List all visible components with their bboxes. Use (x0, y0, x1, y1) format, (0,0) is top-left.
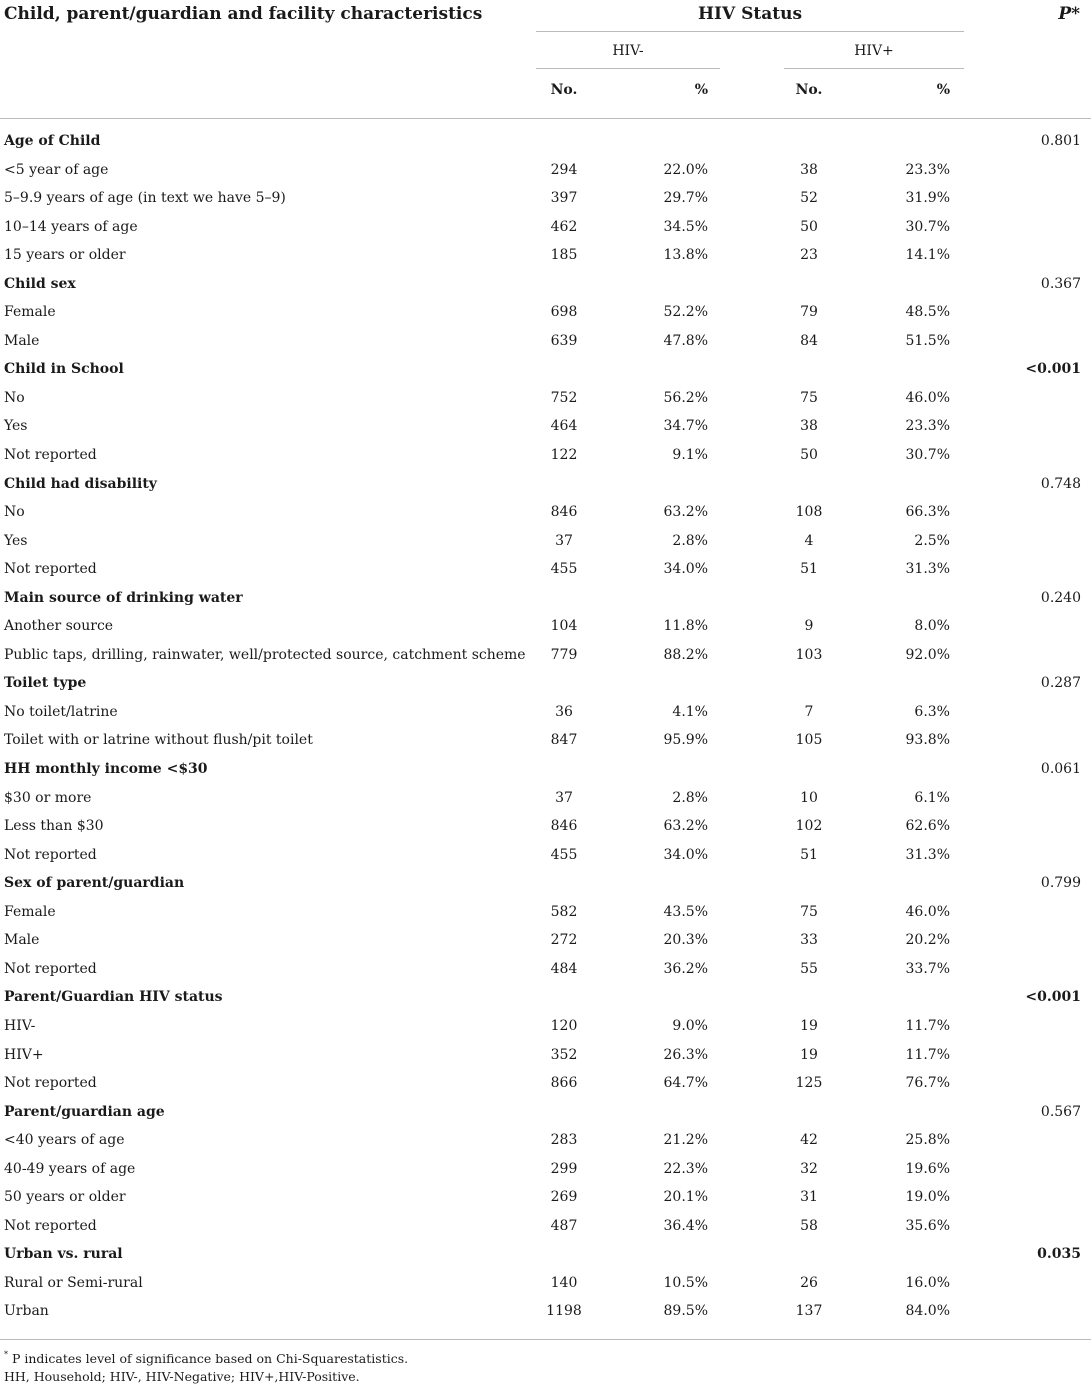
hiv-negative-count: 185 (550, 247, 578, 264)
hiv-positive-percent: 6.1% (914, 789, 950, 806)
row-label: Rural or Semi-rural (4, 1274, 143, 1291)
hiv-positive-count: 51 (800, 846, 818, 863)
hiv-status-header: HIV Status (697, 4, 803, 24)
p-value: 0.367 (1040, 275, 1081, 292)
hiv-negative-percent: 26.3% (663, 1046, 708, 1063)
table-row (0, 556, 1091, 585)
hiv-positive-percent: 51.5% (905, 332, 950, 349)
row-label: Not reported (4, 447, 97, 464)
row-label: Less than $30 (4, 818, 104, 835)
p-value: 0.035 (1037, 1246, 1081, 1263)
row-label: 5–9.9 years of age (in text we have 5–9) (4, 190, 286, 207)
section-row (0, 870, 1091, 899)
row-label: Not reported (4, 846, 97, 863)
hiv-negative-count: 455 (550, 561, 578, 578)
row-label: Not reported (4, 960, 97, 977)
table-row (0, 385, 1091, 414)
table-row (0, 642, 1091, 671)
hiv-negative-percent: 34.0% (663, 561, 708, 578)
table-row (0, 1013, 1091, 1042)
section-row (0, 271, 1091, 300)
row-label: Age of Child (4, 133, 101, 149)
hiv-positive-percent: 20.2% (905, 932, 950, 949)
table-row (0, 613, 1091, 642)
table-row (0, 185, 1091, 214)
hiv-positive-percent: 35.6% (905, 1217, 950, 1234)
hiv-negative-count: 487 (550, 1217, 578, 1234)
p-value: <0.001 (1025, 989, 1081, 1006)
hiv-negative-percent: 52.2% (663, 304, 708, 321)
p-value: 0.799 (1040, 875, 1081, 892)
hiv-positive-percent: 31.9% (905, 190, 950, 207)
row-label: Not reported (4, 1217, 97, 1234)
p-value: 0.240 (1040, 589, 1081, 606)
hiv-positive-count: 79 (800, 304, 818, 321)
row-label: Not reported (4, 561, 97, 578)
row-label: <5 year of age (4, 161, 109, 178)
row-label: Another source (4, 618, 114, 635)
hiv-negative-percent: 11.8% (663, 618, 708, 635)
hiv-positive-count: 137 (795, 1303, 823, 1320)
row-label: Male (4, 332, 40, 349)
table-row (0, 1042, 1091, 1071)
hiv-negative-count: 352 (550, 1046, 578, 1063)
hiv-negative-percent: 34.5% (663, 218, 708, 235)
hiv-positive-no-header: No. (795, 82, 823, 98)
hiv-negative-percent: 34.7% (663, 418, 708, 435)
table-row (0, 785, 1091, 814)
table-row (0, 528, 1091, 557)
p-value: 0.748 (1040, 475, 1081, 492)
section-row (0, 1099, 1091, 1128)
hiv-negative-count: 37 (555, 532, 573, 549)
row-label: Female (4, 903, 56, 920)
hiv-negative-percent: 13.8% (663, 247, 708, 264)
table-row (0, 499, 1091, 528)
row-label: $30 or more (4, 789, 92, 806)
table-row (0, 699, 1091, 728)
hiv-positive-percent: 76.7% (905, 1075, 950, 1092)
hiv-negative-percent: 95.9% (663, 732, 708, 749)
hiv-positive-count: 55 (800, 960, 818, 977)
hiv-negative-no-header: No. (550, 82, 578, 98)
table-row (0, 1213, 1091, 1242)
hiv-negative-count: 272 (550, 932, 578, 949)
hiv-negative-percent: 63.2% (663, 504, 708, 521)
p-value: <0.001 (1025, 361, 1081, 378)
hiv-positive-percent: 48.5% (905, 304, 950, 321)
row-label: 15 years or older (4, 247, 126, 264)
hiv-negative-percent: 2.8% (672, 789, 708, 806)
hiv-negative-underline (536, 68, 720, 69)
hiv-positive-count: 19 (800, 1017, 818, 1034)
hiv-negative-count: 36 (555, 703, 573, 720)
hiv-positive-percent: 62.6% (905, 818, 950, 835)
hiv-positive-percent: 25.8% (905, 1132, 950, 1149)
hiv-negative-percent: 20.3% (663, 932, 708, 949)
hiv-positive-percent: 46.0% (905, 389, 950, 406)
hiv-positive-count: 58 (800, 1217, 818, 1234)
p-value: 0.287 (1040, 675, 1081, 692)
hiv-negative-count: 462 (550, 218, 578, 235)
hiv-negative-count: 484 (550, 960, 578, 977)
hiv-negative-percent: 88.2% (663, 646, 708, 663)
hiv-negative-count: 455 (550, 846, 578, 863)
table-body (0, 128, 1091, 1327)
table-row (0, 727, 1091, 756)
hiv-positive-count: 84 (800, 332, 818, 349)
p-value-header: P* (1058, 4, 1080, 24)
hiv-negative-count: 582 (550, 903, 578, 920)
hiv-positive-count: 105 (795, 732, 823, 749)
footnote-marker: * (4, 1350, 8, 1359)
row-label: 10–14 years of age (4, 218, 138, 235)
hiv-negative-percent: 64.7% (663, 1075, 708, 1092)
table-row (0, 1070, 1091, 1099)
row-label: Child sex (4, 275, 76, 292)
hiv-positive-count: 75 (800, 389, 818, 406)
row-label: Toilet type (4, 675, 87, 692)
hiv-positive-count: 125 (795, 1075, 823, 1092)
hiv-positive-count: 102 (795, 818, 823, 835)
hiv-negative-percent: 20.1% (663, 1189, 708, 1206)
hiv-negative-count: 140 (550, 1274, 578, 1291)
hiv-positive-count: 19 (800, 1046, 818, 1063)
row-label: Main source of drinking water (4, 589, 243, 606)
table-row (0, 442, 1091, 471)
hiv-negative-percent: 22.0% (663, 161, 708, 178)
hiv-negative-percent: 29.7% (663, 190, 708, 207)
table-row (0, 956, 1091, 985)
hiv-negative-count: 283 (550, 1132, 578, 1149)
hiv-negative-count: 299 (550, 1160, 578, 1177)
hiv-negative-percent: 36.2% (663, 960, 708, 977)
hiv-negative-count: 698 (550, 304, 578, 321)
hiv-positive-header: HIV+ (854, 43, 894, 59)
hiv-positive-pct-header: % (936, 82, 950, 98)
p-value: 0.061 (1040, 761, 1081, 778)
row-label: 50 years or older (4, 1189, 126, 1206)
row-label: HH monthly income <$30 (4, 761, 208, 778)
hiv-status-underline (536, 31, 964, 32)
table-row (0, 157, 1091, 186)
hiv-positive-count: 4 (804, 532, 814, 549)
row-label: No toilet/latrine (4, 703, 118, 720)
footnote-significance-text: P indicates level of significance based on Chi-Squarestatistics. (8, 1351, 409, 1366)
row-label: HIV- (4, 1017, 36, 1034)
table-row (0, 1270, 1091, 1299)
table-row (0, 899, 1091, 928)
p-value: 0.567 (1040, 1103, 1081, 1120)
section-row (0, 756, 1091, 785)
hiv-positive-underline (784, 68, 964, 69)
hiv-negative-count: 397 (550, 190, 578, 207)
table-row (0, 1127, 1091, 1156)
hiv-negative-count: 120 (550, 1017, 578, 1034)
row-label: Public taps, drilling, rainwater, well/protected source, catchment scheme (4, 646, 526, 663)
hiv-negative-count: 846 (550, 504, 578, 521)
row-label: Urban vs. rural (4, 1246, 123, 1263)
hiv-positive-count: 75 (800, 903, 818, 920)
hiv-negative-percent: 56.2% (663, 389, 708, 406)
hiv-positive-percent: 33.7% (905, 960, 950, 977)
hiv-positive-percent: 11.7% (905, 1017, 950, 1034)
hiv-positive-percent: 6.3% (914, 703, 950, 720)
hiv-positive-percent: 92.0% (905, 646, 950, 663)
hiv-positive-percent: 11.7% (905, 1046, 950, 1063)
row-label: Parent/guardian age (4, 1103, 165, 1120)
hiv-negative-count: 752 (550, 389, 578, 406)
table-row (0, 842, 1091, 871)
hiv-negative-count: 779 (550, 646, 578, 663)
hiv-negative-percent: 9.1% (672, 447, 708, 464)
table-row (0, 1184, 1091, 1213)
hiv-positive-percent: 84.0% (905, 1303, 950, 1320)
hiv-positive-percent: 23.3% (905, 161, 950, 178)
hiv-positive-count: 32 (800, 1160, 818, 1177)
section-row (0, 471, 1091, 500)
hiv-negative-count: 847 (550, 732, 578, 749)
hiv-negative-percent: 22.3% (663, 1160, 708, 1177)
row-label: Male (4, 932, 40, 949)
footnote-abbreviations: HH, Household; HIV-, HIV-Negative; HIV+,HIV-Positive. (4, 1369, 360, 1384)
hiv-positive-percent: 19.0% (905, 1189, 950, 1206)
hiv-positive-count: 10 (800, 789, 818, 806)
hiv-positive-count: 42 (800, 1132, 818, 1149)
hiv-positive-count: 33 (800, 932, 818, 949)
section-row (0, 984, 1091, 1013)
hiv-negative-percent: 89.5% (663, 1303, 708, 1320)
table-row (0, 813, 1091, 842)
row-label: <40 years of age (4, 1132, 125, 1149)
hiv-positive-percent: 66.3% (905, 504, 950, 521)
hiv-positive-count: 7 (804, 703, 814, 720)
hiv-positive-count: 9 (804, 618, 814, 635)
row-label: No (4, 504, 25, 521)
hiv-negative-count: 104 (550, 618, 578, 635)
hiv-negative-percent: 2.8% (672, 532, 708, 549)
hiv-positive-percent: 30.7% (905, 447, 950, 464)
row-label: Child in School (4, 361, 124, 378)
hiv-negative-count: 37 (555, 789, 573, 806)
hiv-positive-percent: 19.6% (905, 1160, 950, 1177)
hiv-negative-count: 846 (550, 818, 578, 835)
table-header (0, 0, 1091, 119)
section-row (0, 670, 1091, 699)
p-value: 0.801 (1040, 133, 1081, 149)
table-row (0, 1298, 1091, 1327)
hiv-negative-count: 866 (550, 1075, 578, 1092)
hiv-positive-count: 38 (800, 418, 818, 435)
hiv-positive-percent: 31.3% (905, 561, 950, 578)
hiv-negative-percent: 4.1% (672, 703, 708, 720)
hiv-negative-percent: 43.5% (663, 903, 708, 920)
footnote-significance (4, 1351, 408, 1366)
hiv-negative-count: 1198 (546, 1303, 582, 1320)
hiv-negative-count: 639 (550, 332, 578, 349)
row-label: Toilet with or latrine without flush/pit toilet (4, 732, 313, 749)
hiv-positive-count: 50 (800, 447, 818, 464)
hiv-negative-percent: 63.2% (663, 818, 708, 835)
table-row (0, 328, 1091, 357)
hiv-negative-count: 464 (550, 418, 578, 435)
hiv-positive-percent: 23.3% (905, 418, 950, 435)
hiv-positive-percent: 93.8% (905, 732, 950, 749)
hiv-negative-count: 122 (550, 447, 578, 464)
table-row (0, 1156, 1091, 1185)
hiv-positive-percent: 14.1% (905, 247, 950, 264)
row-label: 40-49 years of age (4, 1160, 136, 1177)
characteristics-column-header: Child, parent/guardian and facility characteristics (4, 4, 483, 24)
hiv-positive-percent: 46.0% (905, 903, 950, 920)
hiv-positive-percent: 31.3% (905, 846, 950, 863)
hiv-negative-percent: 9.0% (672, 1017, 708, 1034)
hiv-positive-percent: 8.0% (914, 618, 950, 635)
table-row (0, 242, 1091, 271)
hiv-negative-percent: 36.4% (663, 1217, 708, 1234)
row-label: Yes (4, 418, 28, 435)
hiv-positive-count: 50 (800, 218, 818, 235)
row-label: No (4, 389, 25, 406)
hiv-positive-count: 26 (800, 1274, 818, 1291)
hiv-negative-pct-header: % (694, 82, 708, 98)
row-label: Yes (4, 532, 28, 549)
hiv-positive-count: 23 (800, 247, 818, 264)
row-label: Parent/Guardian HIV status (4, 989, 223, 1006)
hiv-negative-percent: 21.2% (663, 1132, 708, 1149)
hiv-positive-count: 38 (800, 161, 818, 178)
hiv-positive-percent: 30.7% (905, 218, 950, 235)
hiv-positive-count: 103 (795, 646, 823, 663)
hiv-negative-count: 269 (550, 1189, 578, 1206)
hiv-negative-percent: 47.8% (663, 332, 708, 349)
table-row (0, 413, 1091, 442)
section-row (0, 585, 1091, 614)
row-label: Female (4, 304, 56, 321)
hiv-positive-count: 51 (800, 561, 818, 578)
section-row (0, 128, 1091, 157)
row-label: Child had disability (4, 475, 157, 492)
section-row (0, 1241, 1091, 1270)
hiv-positive-percent: 2.5% (914, 532, 950, 549)
hiv-positive-percent: 16.0% (905, 1274, 950, 1291)
table-row (0, 927, 1091, 956)
row-label: Not reported (4, 1075, 97, 1092)
row-label: Urban (4, 1303, 49, 1320)
hiv-negative-percent: 10.5% (663, 1274, 708, 1291)
section-row (0, 356, 1091, 385)
row-label: HIV+ (4, 1046, 44, 1063)
table-bottom-rule (0, 1339, 1091, 1340)
table-row (0, 299, 1091, 328)
hiv-positive-count: 108 (795, 504, 823, 521)
hiv-positive-count: 52 (800, 190, 818, 207)
hiv-negative-percent: 34.0% (663, 846, 708, 863)
hiv-negative-count: 294 (550, 161, 578, 178)
hiv-negative-header: HIV- (612, 43, 644, 59)
hiv-positive-count: 31 (800, 1189, 818, 1206)
row-label: Sex of parent/guardian (4, 875, 185, 892)
table-row (0, 214, 1091, 243)
